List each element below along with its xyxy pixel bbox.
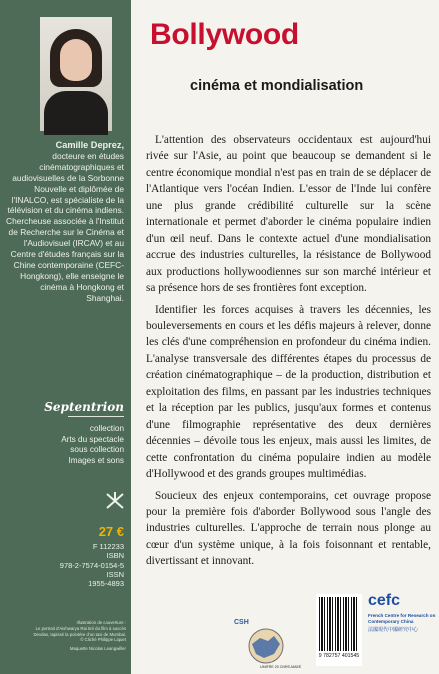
author-name: Camille Deprez, — [55, 140, 124, 150]
credit-line: Le portrait d'Aishwarya Rai tiré du film à succès — [35, 625, 126, 631]
back-cover-text — [146, 132, 431, 570]
barcode-digits: 9 782757 401545 — [318, 653, 360, 659]
author-bio — [6, 140, 124, 304]
paragraph: Identifier les forces acquises à travers les décennies, les bouleversements en cours et les défis majeurs à relever, donne les clés d'une compréhension en profondeur du cinéma indien. L'analyse transversale des différentes étapes du processus de création cinématographique – de la production, distribution et exploitation des films, en passant par les industries techniques et la réception par les publics, jusqu'aux formes et contenus d'une filmographie représentative des deux dernières décennies – dévoile tous les enjeux, mais aussi les limites, de cette confrontation du cinéma populaire indien au modèle d'Hollywood et des grands groupes multimédias. — [146, 303, 431, 481]
paragraph: L'attention des observateurs occidentaux est aujourd'hui rivée sur l'Asie, au point que beaucoup se demandent si le centre économique mondial n'est pas en train de se déplacer de l'Atlantique vers l'océan Indien. L'essor de l'Inde lui confère une plus grande crédibilité culturelle sur la scène internationale et permet d'aborder le cinéma populaire indien d'un œil neuf. Dans le contexte actuel d'une mondialisation accrue des industries culturelles, la résistance de Bollywood aux productions hollywoodiennes sur son marché intérieur et sa présence hors de ses frontières font exception. — [146, 134, 431, 295]
barcode — [316, 594, 362, 666]
cefc-logo — [368, 592, 438, 633]
publisher-logo — [12, 400, 124, 417]
collection-label: collection — [89, 424, 124, 433]
csh-text: CSH — [234, 619, 249, 626]
csh-logo-icon — [230, 614, 302, 674]
paragraph: Soucieux des enjeux contemporains, cet ouvrage propose pour la première fois d'aborder Bollywood sous l'angle des industries culturelles. L'approche de terrain nous plonge au cœur d'un système unique, à la fois foisonnant et rentable, divertissant et innovant. — [146, 489, 431, 568]
credit-line: © Cliché Philippe Liquet — [80, 637, 126, 643]
credit-line: Devdas, tapissé la pointère d'un taxi de Mumbai. — [33, 631, 126, 637]
issn-value: 1955-4893 — [88, 579, 124, 589]
sub-collection-name: Images et sons — [68, 455, 124, 465]
cefc-subtitle: French Centre for Research on Contemporary China — [368, 613, 436, 624]
csh-subtext: UMIFRE 20 CNRS-MAEE — [260, 665, 302, 669]
isbn-value: 978-2-7574-0154-5 — [59, 560, 124, 570]
isbn-label: ISBN — [106, 551, 124, 561]
credit-line: Maquette Nicolas Leangwiller — [69, 646, 126, 652]
cefc-chinese-name: 法國現代中國研究中心 — [368, 627, 419, 634]
ref-code: F 112233 — [92, 542, 124, 551]
barcode-lines — [319, 597, 359, 651]
cefc-name: cefc — [368, 592, 401, 609]
collection-name: Arts du spectacle — [61, 434, 124, 444]
sub-collection-label: sous collection — [70, 445, 124, 455]
author-photo — [40, 17, 112, 131]
credit-line: Illustration de couverture : — [76, 620, 126, 625]
left-sidebar — [0, 0, 131, 674]
issn-label: ISSN — [106, 569, 124, 579]
author-bio-text: docteure en études cinématographiques et audiovisuelles de la Sorbonne Nouvelle et diplômée de l'INALCO, est spécialiste de la télévision et du cinéma indiens. Chercheuse associée à l'Institut de Recherche sur le Cinéma et l'Audiovisuel (IRCAV) et au Centre d'études français sur la Chine contemporaine (CEFC-Hongkong), elle enseigne le cinéma à Hongkong et Shanghai. — [6, 150, 124, 303]
cover-credits — [8, 620, 126, 652]
book-title: Bollywood — [150, 18, 299, 51]
isbn-block — [10, 542, 124, 588]
cnl-logo-icon — [104, 490, 126, 512]
publisher-name: Septentrion — [44, 400, 124, 414]
price: 27 € — [98, 524, 124, 539]
collection-info — [10, 424, 124, 466]
book-subtitle: cinéma et mondialisation — [190, 78, 364, 94]
